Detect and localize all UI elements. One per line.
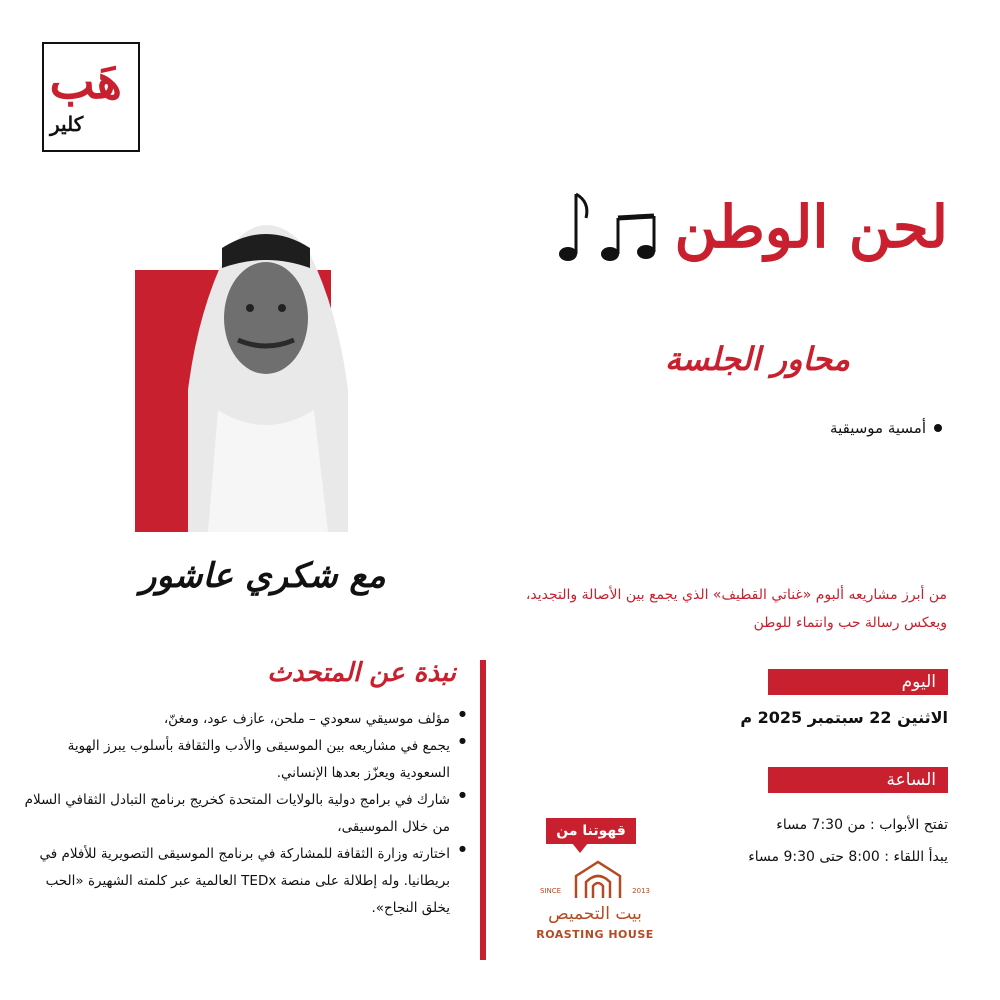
bio-item: ● اختارته وزارة الثقافة للمشاركة في برنامج الموسيقى التصويرية للأفلام في بريطانيا. وله إطلالة على منصة TEDx العالمية عبر كلمته الشهيرة «الحب يخلق النجاح».	[18, 841, 466, 922]
speaker-name: مع شكري عاشور	[140, 556, 386, 596]
bullet-dot-icon	[934, 424, 942, 432]
logo-sub-text: كلير	[50, 112, 84, 136]
coffee-badge: قهوتنا من	[546, 818, 636, 844]
event-title: لحن الوطن	[674, 193, 948, 261]
event-description	[482, 581, 947, 637]
logo-main-text: هَب	[49, 54, 122, 110]
description-line-1: من أبرز مشاريعه ألبوم «غناتي القطيف» الذي يجمع بين الأصالة والتجديد،	[525, 587, 947, 603]
meeting-time: يبدأ اللقاء : 8:00 حتى 9:30 مساء	[748, 849, 948, 865]
sponsor-name-ar: بيت التحميص	[548, 904, 642, 924]
day-value: الاثنين 22 سبتمبر 2025 م	[740, 708, 948, 727]
speaker-photo	[168, 190, 364, 532]
doors-open-time: تفتح الأبواب : من 7:30 مساء	[776, 817, 948, 833]
sponsor-name-en: ROASTING HOUSE	[536, 928, 654, 941]
bio-item: ● شارك في برامج دولية بالولايات المتحدة كخريج برنامج التبادل الثقافي السلام من خلال الموسيقى،	[18, 787, 466, 841]
bio-list	[18, 706, 466, 922]
bio-item: ● يجمع في مشاريعه بين الموسيقى والأدب والثقافة بأسلوب يبرز الهوية السعودية ويعزّز بعدها الإنساني.	[18, 733, 466, 787]
logo	[42, 42, 140, 152]
time-label: الساعة	[768, 767, 948, 793]
bio-divider	[480, 660, 486, 960]
since-label: SINCE	[540, 887, 562, 895]
description-line-2: ويعكس رسالة حب وانتماء للوطن	[753, 615, 947, 631]
since-year: 2013	[632, 887, 650, 895]
session-axes-item	[830, 419, 942, 437]
session-item-label: أمسية موسيقية	[830, 419, 926, 437]
badge-pointer	[572, 843, 588, 853]
session-axes-title: محاور الجلسة	[664, 340, 850, 378]
day-label: اليوم	[768, 669, 948, 695]
sponsor-since	[540, 887, 650, 895]
bio-item: ● مؤلف موسيقي سعودي – ملحن، عازف عود، ومغنّ،	[18, 706, 466, 733]
music-notes-icon	[546, 182, 678, 268]
bio-title: نبذة عن المتحدث	[267, 658, 456, 688]
